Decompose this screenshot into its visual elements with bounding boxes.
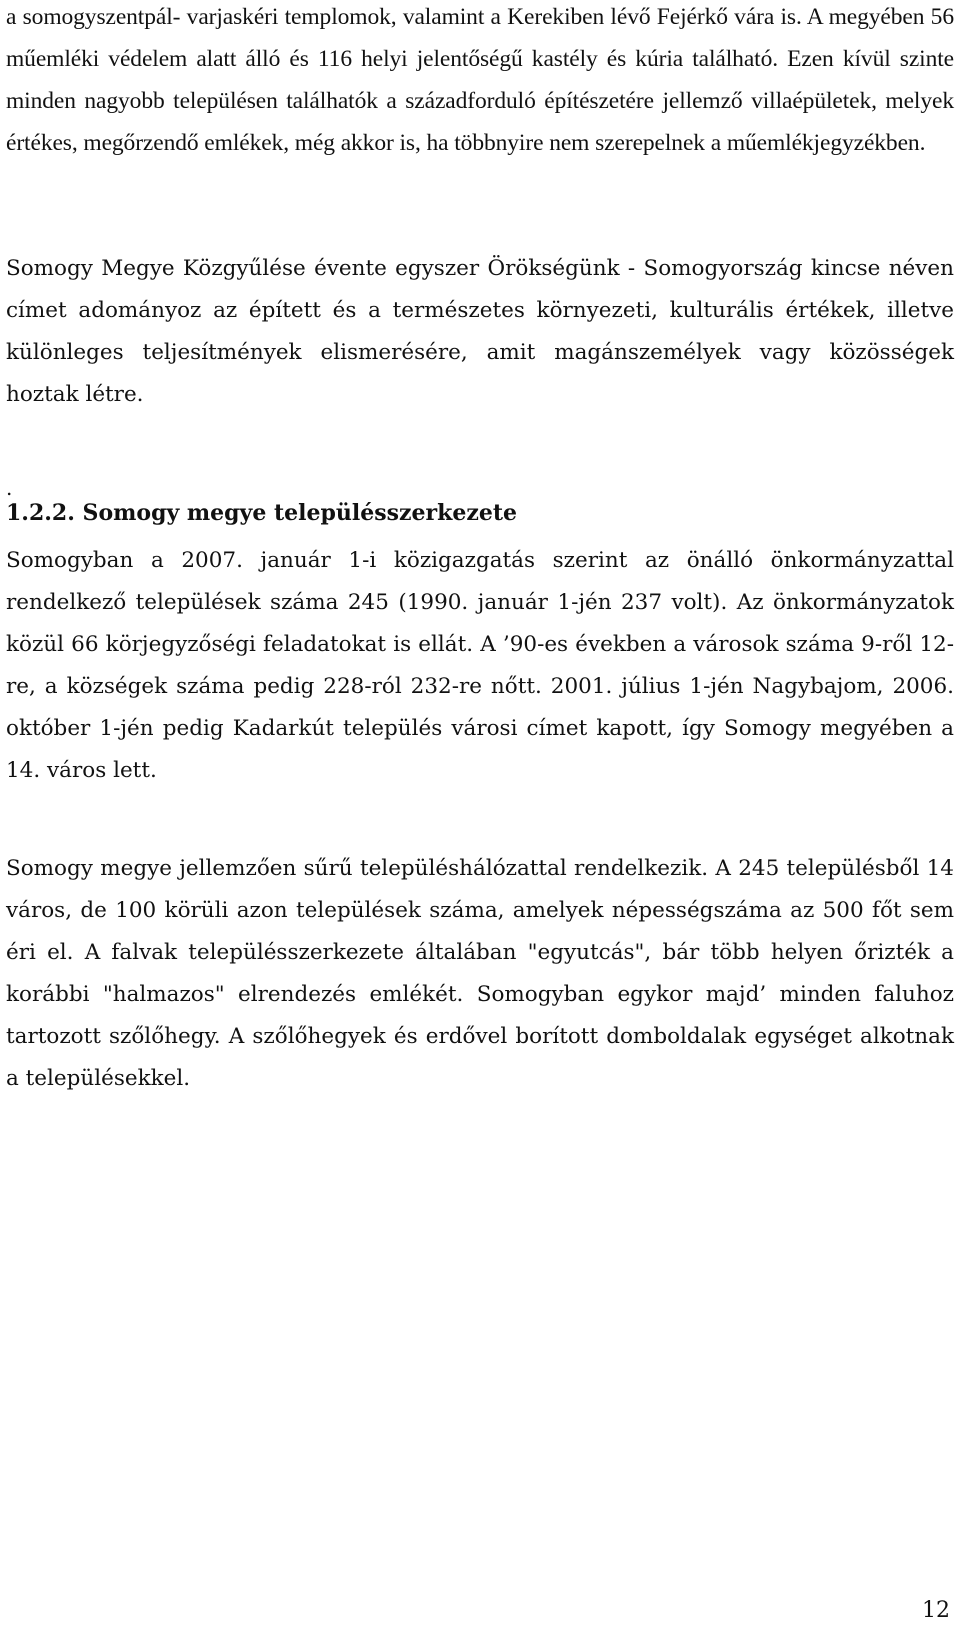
stray-dot: . bbox=[6, 476, 13, 500]
page-number: 12 bbox=[922, 1598, 950, 1623]
section-heading: 1.2.2. Somogy megye településszerkezete bbox=[6, 500, 517, 526]
intro-paragraph: a somogyszentpál- varjaskéri templomok, valamint a Kerekiben lévő Fejérkő vára is. A megyében 56 műemléki védelem alatt álló és 116 helyi jelentőségű kastély és kúria található. Ezen kívül szinte minden nagyobb településen találhatók a századforduló építészetére jellemző villaépületek, melyek értékes, megőrzendő emlékek, még akkor is, ha többnyire nem szerepelnek a műemlékjegyzékben. bbox=[6, 4, 954, 156]
heritage-award-paragraph: Somogy Megye Közgyűlése évente egyszer Örökségünk - Somogyország kincse néven címet adományoz az épített és a természetes környezeti, kulturális értékek, illetve különleges teljesítmények elismerésére, amit magánszemélyek vagy közösségek hoztak létre. bbox=[6, 256, 954, 407]
municipalities-paragraph: Somogyban a 2007. január 1-i közigazgatás szerint az önálló önkormányzattal rendelkező települések száma 245 (1990. január 1-jén 237 volt). Az önkormányzatok közül 66 körjegyzőségi feladatokat is ellát. A ’90-es években a városok száma 9-ről 12-re, a községek száma pedig 228-ról 232-re nőtt. 2001. július 1-jén Nagybajom, 2006. október 1-jén pedig Kadarkút település városi címet kapott, így Somogy megyében a 14. város lett. bbox=[6, 548, 954, 783]
settlement-network-paragraph: Somogy megye jellemzően sűrű településhálózattal rendelkezik. A 245 településből 14 város, de 100 körüli azon települések száma, amelyek népességszáma az 500 főt sem éri el. A falvak településszerkezete általában "egyutcás", bár több helyen őrizték a korábbi "halmazos" elrendezés emlékét. Somogyban egykor majd’ minden faluhoz tartozott szőlőhegy. A szőlőhegyek és erdővel borított domboldalak egységet alkotnak a településekkel. bbox=[6, 856, 954, 1091]
